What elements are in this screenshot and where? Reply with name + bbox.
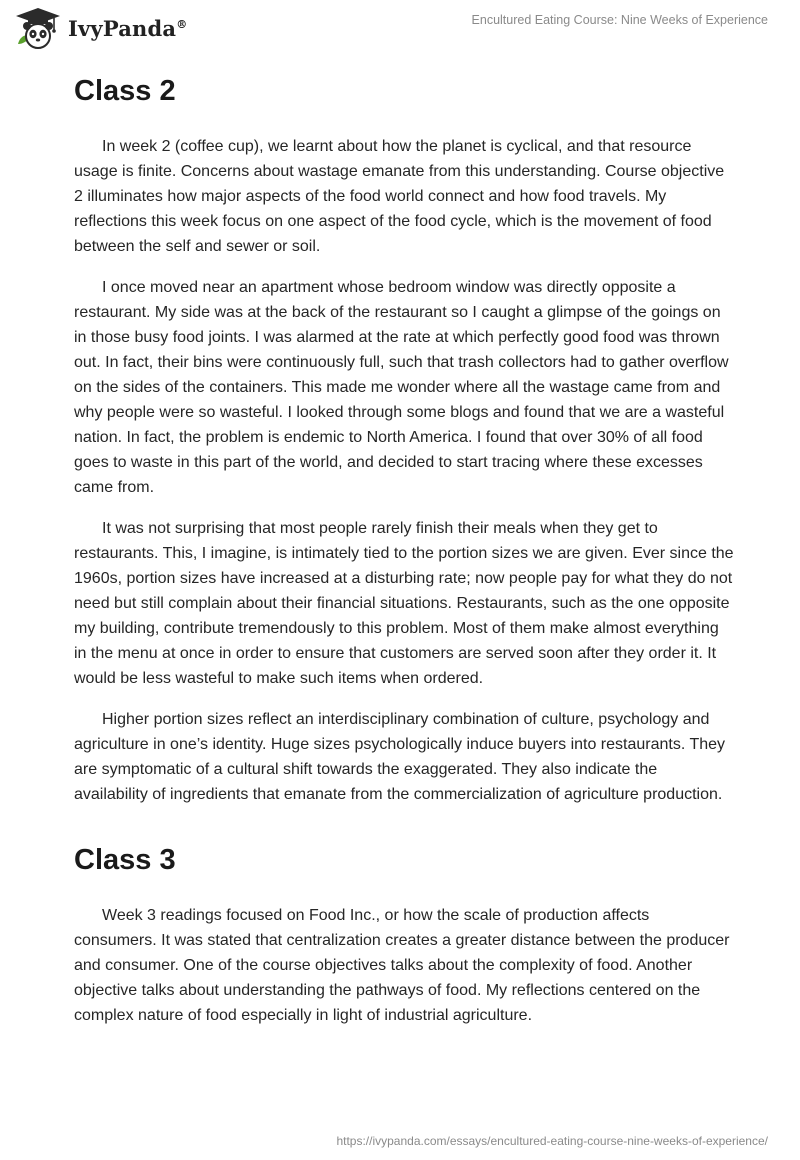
paragraph: It was not surprising that most people rarely finish their meals when they get to restaurants. This, I imagine, is intimately tied to the portion sizes we are given. Ever since the 1960s, portion sizes have increased at a disturbing rate; now people pay for what they do not need but still complain about their financial situations. Restaurants, such as the one opposite my building, contribute tremendously to this problem. Most of them make almost everything in the menu at once in order to ensure that customers are served soon after they order it. It would be less wasteful to make such items when ordered.: [74, 520, 734, 687]
paragraph: Week 3 readings focused on Food Inc., or how the scale of production affects consumers. It was stated that centralization creates a greater distance between the producer and consumer. One of the course objectives talks about the complexity of food. Another objective talks about understanding the pathways of food. My reflections centered on the complex nature of food especially in light of industrial agriculture.: [74, 907, 730, 1024]
panda-graduate-icon: [14, 6, 62, 50]
page-header: [0, 0, 800, 70]
brand-name: IvyPanda®: [68, 15, 188, 41]
ivypanda-logo[interactable]: [14, 6, 187, 50]
running-title: Encultured Eating Course: Nine Weeks of Experience: [471, 13, 768, 27]
source-url[interactable]: https://ivypanda.com/essays/encultured-eating-course-nine-weeks-of-experience/: [336, 1134, 768, 1148]
paragraph: In week 2 (coffee cup), we learnt about how the planet is cyclical, and that resource usage is finite. Concerns about wastage emanate from this understanding. Course objective 2 illuminates how major aspects of the food world connect and how food travels. My reflections this week focus on one aspect of the food cycle, which is the movement of food between the self and sewer or soil.: [74, 138, 725, 255]
essay-content: [74, 72, 734, 1044]
paragraph: Higher portion sizes reflect an interdisciplinary combination of culture, psychology and agriculture in one’s identity. Huge sizes psychologically induce buyers into restaurants. They are symptomatic of a cultural shift towards the exaggerated. They also indicate the availability of ingredients that emanate from the commercialization of agriculture production.: [74, 711, 726, 803]
section-heading-class-3: Class 3: [74, 844, 176, 876]
paragraph: I once moved near an apartment whose bedroom window was directly opposite a restaurant. My side was at the back of the restaurant so I caught a glimpse of the goings on in those busy food joints. I was alarmed at the rate at which perfectly good food was thrown out. In fact, their bins were continuously full, such that trash collectors had to gather overflow on the sides of the containers. This made me wonder where all the wastage came from and why people were so wasteful. I looked through some blogs and found that we are a wasteful nation. In fact, the problem is endemic to North America. I found that over 30% of all food goes to waste in this part of the world, and decided to start tracing where these excesses came from.: [74, 279, 729, 496]
section-heading-class-2: Class 2: [74, 75, 176, 107]
